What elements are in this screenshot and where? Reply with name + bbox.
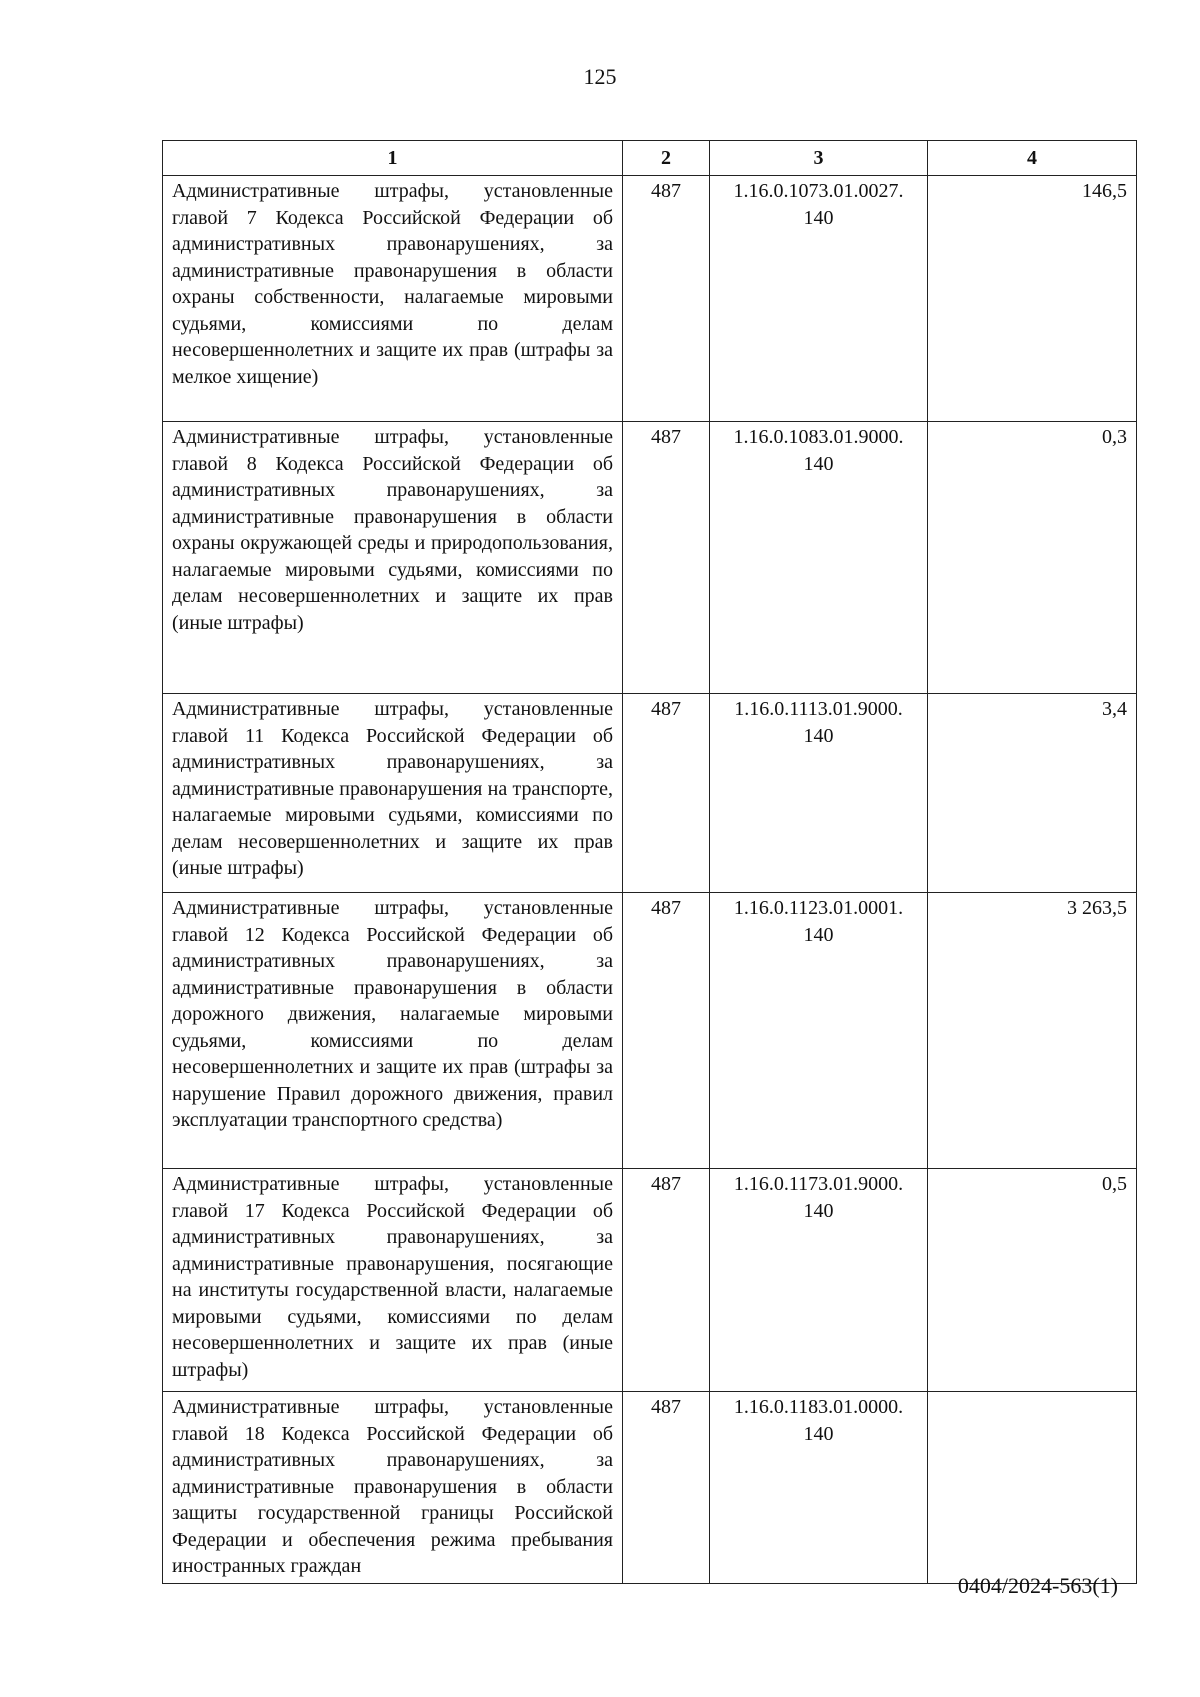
row-description: Административные штрафы, установленные главой 17 Кодекса Российской Федерации об административных правонарушениях, за административные правонарушения, посягающие на институты государственной власти, налагаемые мировыми судьями, комиссиями по делам несовершеннолетних и защите их прав (иные штрафы)	[163, 1169, 623, 1392]
kbk-code-part1: 1.16.0.1113.01.9000.	[734, 698, 903, 720]
row-kbk-code	[710, 1392, 928, 1584]
table-row	[163, 893, 1137, 1169]
kbk-code-part1: 1.16.0.1083.01.9000.	[733, 426, 904, 448]
row-description: Административные штрафы, установленные главой 12 Кодекса Российской Федерации об административных правонарушениях, за административные правонарушения в области дорожного движения, налагаемые мировыми судьями, комиссиями по делам несовершеннолетних и защите их прав (штрафы за нарушение Правил дорожного движения, правил эксплуатации транспортного средства)	[163, 893, 623, 1169]
document-id: 0404/2024-563(1)	[957, 1573, 1118, 1598]
table-row	[163, 176, 1137, 422]
kbk-code-part1: 1.16.0.1123.01.0001.	[733, 897, 904, 919]
column-header-2: 2	[623, 141, 710, 176]
table-row	[163, 694, 1137, 893]
row-description: Административные штрафы, установленные главой 7 Кодекса Российской Федерации об административных правонарушениях, за административные правонарушения в области охраны собственности, налагаемые мировыми судьями, комиссиями по делам несовершеннолетних и защите их прав (штрафы за мелкое хищение)	[163, 176, 623, 422]
row-description: Административные штрафы, установленные главой 11 Кодекса Российской Федерации об административных правонарушениях, за административные правонарушения на транспорте, налагаемые мировыми судьями, комиссиями по делам несовершеннолетних и защите их прав (иные штрафы)	[163, 694, 623, 893]
kbk-code-part1: 1.16.0.1073.01.0027.	[733, 180, 904, 202]
row-amount: 0,5	[928, 1169, 1137, 1392]
kbk-code-part2: 140	[803, 452, 834, 475]
row-description: Административные штрафы, установленные главой 8 Кодекса Российской Федерации об административных правонарушениях, за административные правонарушения в области охраны окружающей среды и природопользования, налагаемые мировыми судьями, комиссиями по делам несовершеннолетних и защите их прав (иные штрафы)	[163, 422, 623, 694]
page-number: 125	[583, 64, 617, 89]
table-row	[163, 422, 1137, 694]
column-header-3: 3	[710, 141, 928, 176]
kbk-code-part2: 140	[803, 1199, 834, 1222]
row-amount	[928, 1392, 1137, 1584]
kbk-code-part1: 1.16.0.1183.01.0000.	[733, 1396, 904, 1418]
row-description: Административные штрафы, установленные главой 18 Кодекса Российской Федерации об административных правонарушениях, за административные правонарушения в области защиты государственной границы Российской Федерации и обеспечения режима пребывания иностранных граждан	[163, 1392, 623, 1584]
kbk-code-part2: 140	[803, 724, 834, 747]
column-header-1: 1	[163, 141, 623, 176]
row-kbk-code	[710, 176, 928, 422]
row-amount: 146,5	[928, 176, 1137, 422]
column-header-4: 4	[928, 141, 1137, 176]
kbk-code-part2: 140	[803, 1422, 834, 1445]
kbk-code-part2: 140	[803, 206, 834, 229]
kbk-code-part2: 140	[803, 923, 834, 946]
row-admin-code: 487	[623, 1392, 710, 1584]
row-admin-code: 487	[623, 1169, 710, 1392]
row-admin-code: 487	[623, 422, 710, 694]
row-amount: 3 263,5	[928, 893, 1137, 1169]
table-row	[163, 1392, 1137, 1584]
row-admin-code: 487	[623, 694, 710, 893]
row-admin-code: 487	[623, 893, 710, 1169]
header-row	[163, 141, 1137, 176]
revenue-table	[162, 140, 1137, 1584]
row-kbk-code	[710, 422, 928, 694]
row-amount: 3,4	[928, 694, 1137, 893]
row-amount: 0,3	[928, 422, 1137, 694]
table-row	[163, 1169, 1137, 1392]
kbk-code-part1: 1.16.0.1173.01.9000.	[733, 1173, 904, 1195]
row-kbk-code	[710, 694, 928, 893]
row-kbk-code	[710, 893, 928, 1169]
row-admin-code: 487	[623, 176, 710, 422]
row-kbk-code	[710, 1169, 928, 1392]
